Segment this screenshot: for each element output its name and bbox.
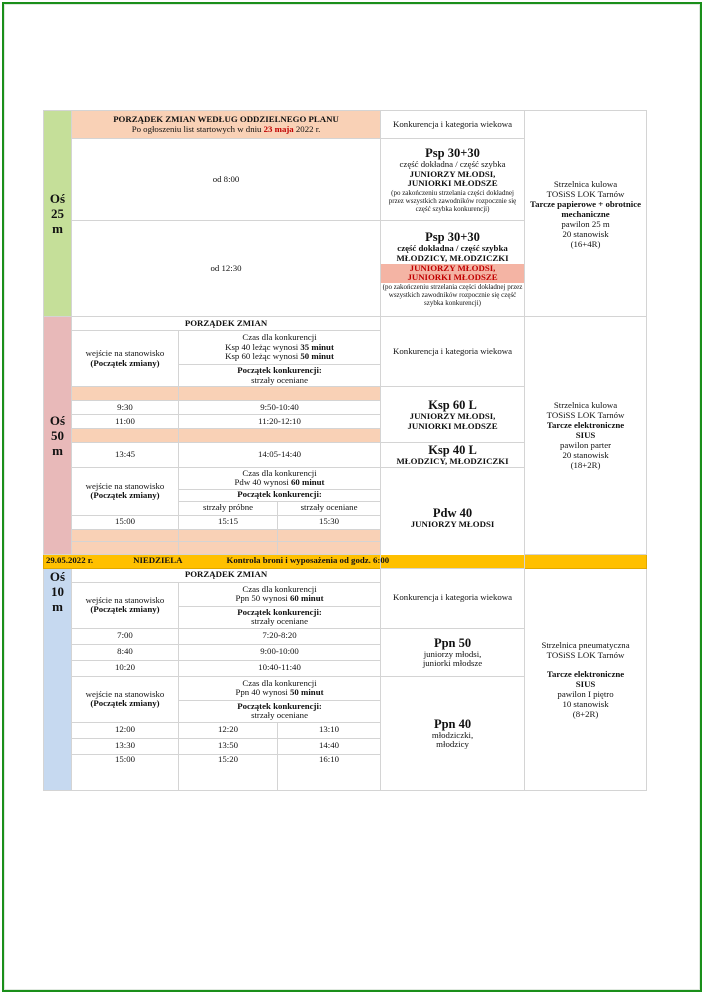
- os10-row4-end: 13:10: [278, 722, 381, 738]
- os50-time-header-b: Czas dla konkurencji Pdw 40 wynosi 60 minut: [179, 467, 381, 489]
- os10-row6-end: 16:10: [278, 754, 381, 790]
- os25-venue: Strzelnica kulowa TOSiSS LOK Tarnów Tarcze papierowe + obrotnice mechaniczne pawilon 25 m 20 stanowisk (16+4R): [525, 111, 647, 317]
- os50-comp-header: Konkurencja i kategoria wiekowa: [381, 317, 525, 387]
- os50-spacer: [179, 529, 278, 541]
- os50-comp3: Pdw 40 JUNIORZY MŁODSI: [381, 467, 525, 568]
- os50-time-header-a: Czas dla konkurencji Ksp 40 leżąc wynosi 35 minut Ksp 60 leżąc wynosi 50 minut: [179, 331, 381, 365]
- os10-row5-start: 13:50: [179, 738, 278, 754]
- os10-row2-time: 9:00-10:00: [179, 644, 381, 660]
- os10-time-header-a: Czas dla konkurencji Ppn 50 wynosi 60 minut: [179, 582, 381, 606]
- os50-spacer: [72, 541, 179, 554]
- os25-slot1-time: od 8:00: [72, 139, 381, 221]
- os50-row3-time: 14:05-14:40: [179, 443, 381, 468]
- os10-entry-header-b: wejście na stanowisko (Początek zmiany): [72, 676, 179, 722]
- os50-scored-header: strzały oceniane: [278, 501, 381, 515]
- os25-slot1-competition: Psp 30+30 część dokładna / część szybka JUNIORZY MŁODSI, JUNIORKI MŁODSZE (po zakończeniu strzelania części dokładnej przez wszystkich zawodników rozpocznie się część szybka konkurencji): [381, 139, 525, 221]
- os50-spacer: [72, 429, 179, 443]
- axis-25m-label: Oś 25 m: [44, 111, 72, 317]
- os10-row4-start: 12:20: [179, 722, 278, 738]
- schedule-table: [43, 110, 647, 791]
- os50-spacer: [72, 387, 179, 401]
- schedule-document: [43, 110, 646, 791]
- axis-50m-label: Oś 50 m: [44, 317, 72, 555]
- os25-plan-header: [72, 111, 381, 139]
- os10-entry-header: wejście na stanowisko (Początek zmiany): [72, 582, 179, 628]
- os10-row5-entry: 13:30: [72, 738, 179, 754]
- os10-title: PORZĄDEK ZMIAN: [72, 568, 381, 582]
- os50-row1-entry: 9:30: [72, 401, 179, 415]
- os50-trial-header: strzały próbne: [179, 501, 278, 515]
- os10-row2-entry: 8:40: [72, 644, 179, 660]
- os50-row1-time: 9:50-10:40: [179, 401, 381, 415]
- os50-row4-entry: 15:00: [72, 515, 179, 529]
- os50-spacer: [179, 541, 278, 554]
- os50-start-header-b: Początek konkurencji:: [179, 489, 381, 501]
- os10-row1-entry: 7:00: [72, 628, 179, 644]
- os10-row3-entry: 10:20: [72, 660, 179, 676]
- os50-row4-scored: 15:30: [278, 515, 381, 529]
- os10-row3-time: 10:40-11:40: [179, 660, 381, 676]
- os50-spacer: [179, 429, 381, 443]
- os50-spacer: [278, 529, 381, 541]
- os10-comp1: Ppn 50 juniorzy młodsi, juniorki młodsze: [381, 628, 525, 676]
- os50-row3-entry: 13:45: [72, 443, 179, 468]
- date-banner: 29.05.2022 r. NIEDZIELA Kontrola broni i wyposażenia od godz. 6:00: [44, 554, 647, 568]
- os10-row6-entry: 15:00: [72, 754, 179, 790]
- os10-row6-start: 15:20: [179, 754, 278, 790]
- axis-10m-label: Oś 10 m: [44, 568, 72, 790]
- os10-venue: Strzelnica pneumatyczna TOSiSS LOK Tarnów Tarcze elektroniczne SIUS pawilon I piętro 10 stanowisk (8+2R): [525, 568, 647, 790]
- os10-row4-entry: 12:00: [72, 722, 179, 738]
- os25-comp-header: Konkurencja i kategoria wiekowa: [381, 111, 525, 139]
- os50-comp1: Ksp 60 L JUNIORZY MŁODSI, JUNIORKI MŁODSZE: [381, 387, 525, 443]
- os10-row5-end: 14:40: [278, 738, 381, 754]
- os25-plan-subtitle: Po ogłoszeniu list startowych w dniu 23 maja 2022 r.: [131, 123, 321, 134]
- os10-start-header-b: Początek konkurencji: strzały oceniane: [179, 700, 381, 722]
- os25-slot2-competition: Psp 30+30 część dokładna / część szybka MŁODZICY, MŁODZICZKI JUNIORZY MŁODSI, JUNIORKI MŁODSZE (po zakończeniu strzelania części dokładnej przez wszystkich zawodników rozpocznie się część szybka konkurencji): [381, 221, 525, 317]
- os25-slot2-time: od 12:30: [72, 221, 381, 317]
- os50-row2-entry: 11:00: [72, 415, 179, 429]
- os50-spacer: [278, 541, 381, 554]
- os50-entry-header: wejście na stanowisko (Początek zmiany): [72, 331, 179, 387]
- os10-row1-time: 7:20-8:20: [179, 628, 381, 644]
- os50-entry-header-b: wejście na stanowisko (Początek zmiany): [72, 467, 179, 515]
- os10-time-header-b: Czas dla konkurencji Ppn 40 wynosi 50 minut: [179, 676, 381, 700]
- os50-start-header: Początek konkurencji: strzały oceniane: [179, 365, 381, 387]
- os10-comp2: Ppn 40 młodziczki, młodzicy: [381, 676, 525, 790]
- os50-row4-trial: 15:15: [179, 515, 278, 529]
- os10-comp-header: Konkurencja i kategoria wiekowa: [381, 568, 525, 628]
- os50-comp2: Ksp 40 L MŁODZICY, MŁODZICZKI: [381, 443, 525, 468]
- os50-row2-time: 11:20-12:10: [179, 415, 381, 429]
- os10-start-header: Początek konkurencji: strzały oceniane: [179, 606, 381, 628]
- os50-spacer: [72, 529, 179, 541]
- os50-venue: Strzelnica kulowa TOSiSS LOK Tarnów Tarcze elektroniczne SIUS pawilon parter 20 stanowisk (18+2R): [525, 317, 647, 555]
- os50-spacer: [179, 387, 381, 401]
- os25-plan-title: PORZĄDEK ZMIAN WEDŁUG ODDZIELNEGO PLANU: [113, 113, 339, 124]
- os50-title: PORZĄDEK ZMIAN: [72, 317, 381, 331]
